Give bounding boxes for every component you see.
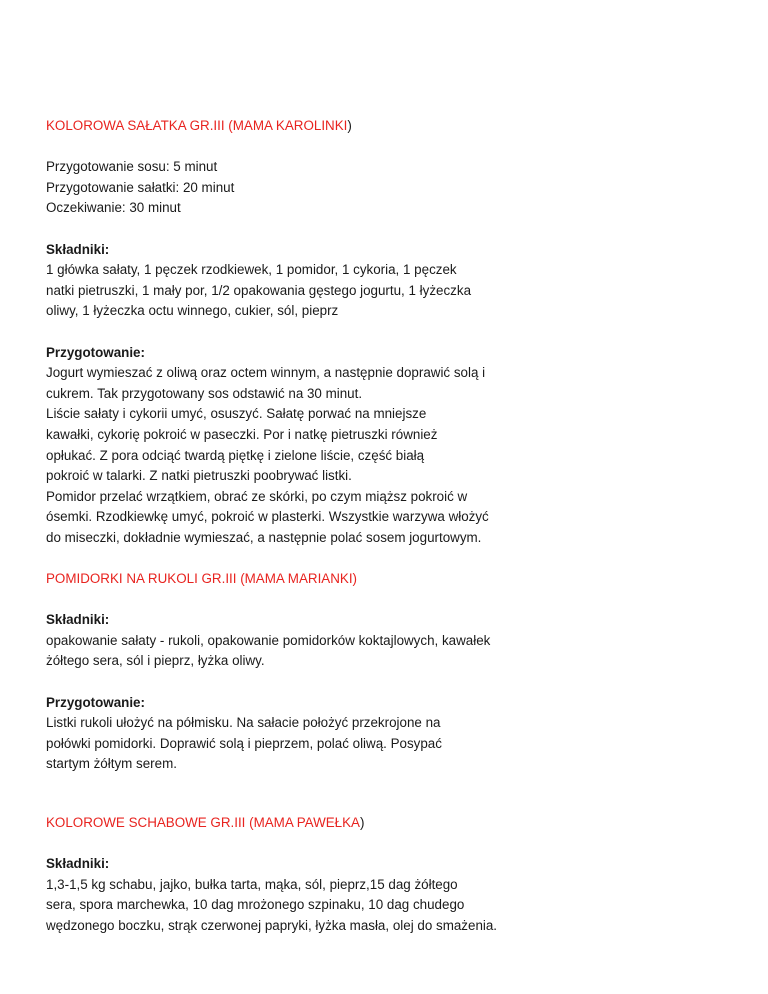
ingredients-line: sera, spora marchewka, 10 dag mrożonego szpinaku, 10 dag chudego (46, 897, 465, 913)
preparation-line: do miseczki, dokładnie wymieszać, a następnie polać sosem jogurtowym. (46, 529, 482, 545)
preparation-line: Jogurt wymieszać z oliwą oraz octem winnym, a następnie doprawić solą i (46, 365, 486, 381)
preparation-line: cukrem. Tak przygotowany sos odstawić na 30 minut. (46, 385, 363, 401)
ingredients-line: opakowanie sałaty - rukoli, opakowanie pomidorków koktajlowych, kawałek (46, 632, 491, 648)
preparation-heading: Przygotowanie: (46, 344, 145, 360)
recipe-title-paren: ) (359, 815, 365, 830)
preparation-line: pokroić w talarki. Z natki pietruszki poobrywać listki. (46, 468, 352, 484)
recipe-title-text: KOLOROWE SCHABOWE GR.III (MAMA PAWEŁKA (46, 815, 360, 830)
recipe-title-paren: ) (347, 118, 352, 133)
ingredients-heading: Składniki: (46, 856, 110, 872)
recipe-title (46, 813, 706, 834)
preparation-line: kawałki, cykorię pokroić w paseczki. Por i natkę pietruszki również (46, 426, 438, 442)
preparation-line: startym żółtym serem. (46, 756, 177, 772)
preparation-line: Liście sałaty i cykorii umyć, osuszyć. Sałatę porwać na mniejsze (46, 406, 427, 422)
ingredients-line: oliwy, 1 łyżeczka octu winnego, cukier, sól, pieprz (46, 303, 339, 319)
ingredients-line: natki pietruszki, 1 mały por, 1/2 opakowania gęstego jogurtu, 1 łyżeczka (46, 282, 472, 298)
ingredients-heading: Składniki: (46, 241, 110, 257)
recipe-title-text: KOLOROWA SAŁATKA GR.III (MAMA KAROLINKI (46, 118, 348, 133)
ingredients-line: 1 główka sałaty, 1 pęczek rzodkiewek, 1 pomidor, 1 cykoria, 1 pęczek (46, 262, 457, 278)
preparation-line: Listki rukoli ułożyć na półmisku. Na sałacie położyć przekrojone na (46, 715, 441, 731)
preparation-line: połówki pomidorki. Doprawić solą i pieprzem, polać oliwą. Posypać (46, 735, 442, 751)
ingredients-heading: Składniki: (46, 612, 110, 628)
ingredients-line: wędzonego boczku, strąk czerwonej papryki, łyżka masła, olej do smażenia. (46, 917, 498, 933)
recipe-title: POMIDORKI NA RUKOLI GR.III (MAMA MARIANKI) (46, 571, 357, 587)
prep-time-sauce: Przygotowanie sosu: 5 minut (46, 159, 218, 175)
preparation-heading: Przygotowanie: (46, 694, 145, 710)
preparation-line: Pomidor przelać wrzątkiem, obrać ze skórki, po czym miąższ pokroić w (46, 488, 468, 504)
preparation-line: ósemki. Rzodkiewkę umyć, pokroić w plasterki. Wszystkie warzywa włożyć (46, 509, 489, 525)
ingredients-line: 1,3-1,5 kg schabu, jajko, bułka tarta, mąka, sól, pieprz,15 dag żółtego (46, 876, 458, 892)
ingredients-line: żółtego sera, sól i pieprz, łyżka oliwy. (46, 653, 265, 669)
prep-time-salad: Przygotowanie sałatki: 20 minut (46, 179, 235, 195)
preparation-line: opłukać. Z pora odciąć twardą piętkę i zielone liście, część białą (46, 447, 425, 463)
recipe-title (46, 116, 706, 137)
wait-time: Oczekiwanie: 30 minut (46, 200, 181, 216)
document-content (46, 116, 706, 937)
